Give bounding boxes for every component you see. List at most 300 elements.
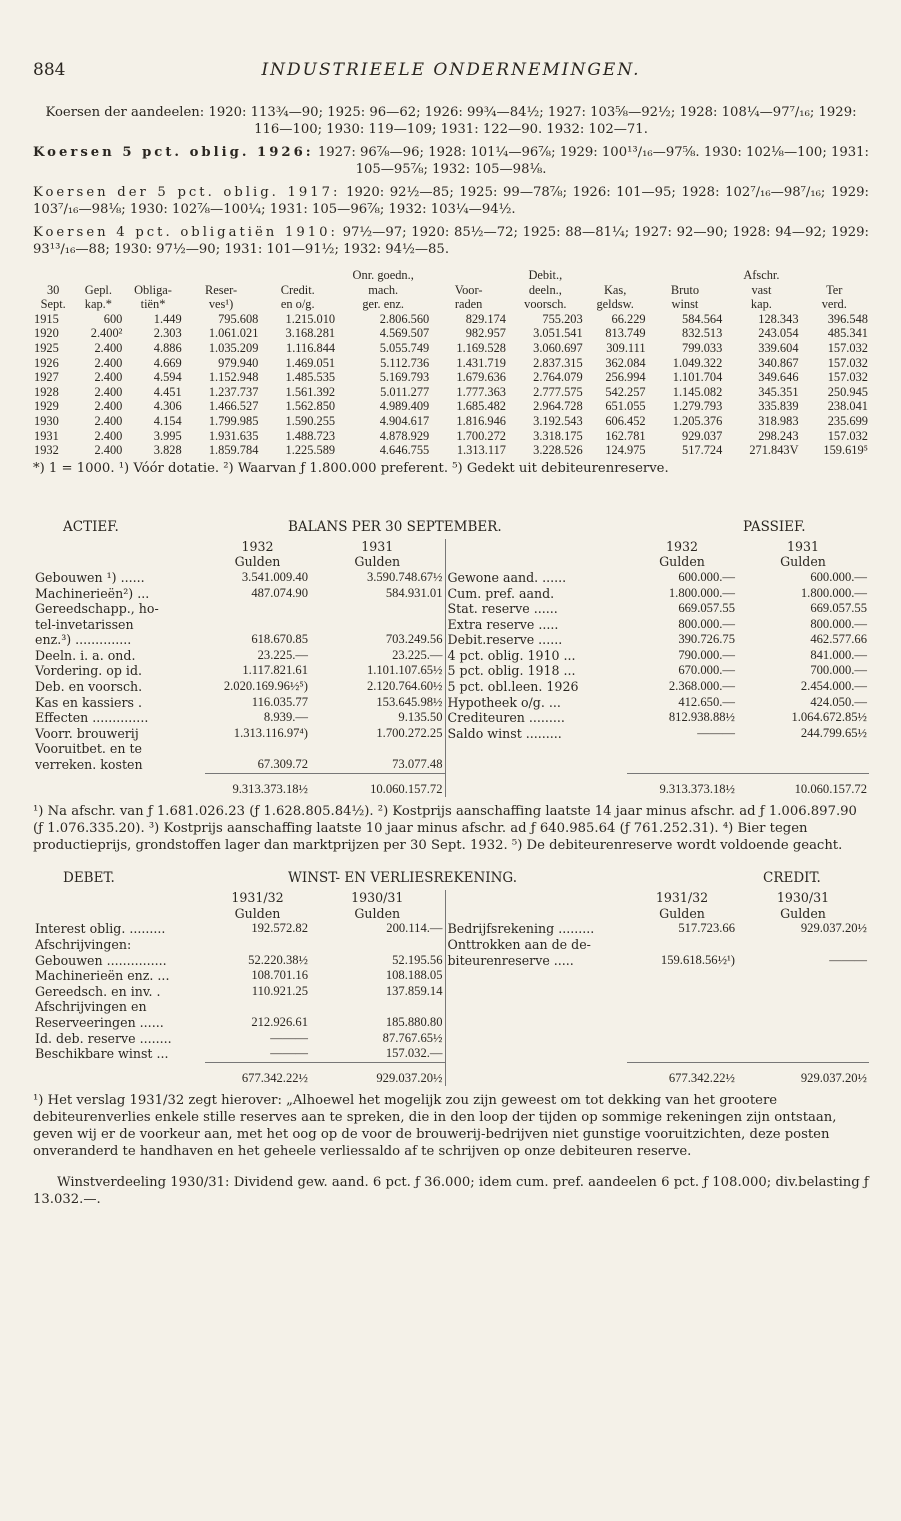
account-value bbox=[627, 1031, 737, 1047]
page-header bbox=[33, 52, 869, 92]
account-label bbox=[445, 1046, 627, 1062]
account-value bbox=[737, 937, 869, 953]
table-cell: 1.237.737 bbox=[208, 384, 259, 399]
account-label: Cum. pref. aand. bbox=[445, 586, 627, 602]
table-row bbox=[33, 385, 869, 400]
stats-header-cell bbox=[800, 268, 869, 283]
table-cell: 1.431.719 bbox=[456, 355, 506, 370]
table-cell: 4.451 bbox=[153, 384, 182, 399]
stats-header-cell: Afschr. bbox=[743, 268, 780, 282]
account-value: 23.225.— bbox=[392, 647, 443, 662]
account-value: 600.000.— bbox=[678, 569, 735, 584]
table-cell: 1.799.985 bbox=[208, 413, 259, 428]
account-value bbox=[310, 601, 445, 617]
account-row bbox=[33, 663, 869, 679]
price-text: 1920: 92½—85; 1925: 99—78⅞; 1926: 101—95; 1928: 102⁷/₁₆—98⁷/₁₆; 1929: 103⁷/₁₆—98⅛; 1930: 102⅞—100¼; 1931: 105—96⅞; 1932: 103¼—94½. bbox=[33, 185, 869, 217]
year-label: 1931 bbox=[786, 538, 820, 554]
account-label: Gebouwen ............... bbox=[35, 952, 167, 968]
price-paragraph-shares bbox=[33, 104, 869, 138]
share-prices-section bbox=[33, 104, 869, 258]
table-cell: 755.203 bbox=[542, 311, 583, 326]
table-cell: 1926 bbox=[34, 355, 59, 370]
table-row bbox=[33, 326, 869, 341]
table-cell: 2.400² bbox=[90, 326, 123, 341]
account-label: Afschrijvingen en bbox=[35, 999, 147, 1015]
account-value: 584.931.01 bbox=[385, 585, 443, 600]
stats-header-cell bbox=[430, 268, 507, 283]
table-cell: 1.152.948 bbox=[208, 370, 259, 385]
account-label: Effecten .............. bbox=[35, 710, 149, 726]
account-value bbox=[205, 937, 310, 953]
table-cell: 2.400 bbox=[94, 399, 123, 414]
account-value: 929.037.20½ bbox=[800, 921, 867, 936]
total-value: 9.313.373.18½ bbox=[205, 773, 310, 797]
account-value: 517.723.66 bbox=[678, 921, 735, 936]
account-value: 424.050.— bbox=[810, 694, 867, 709]
price-lead: Koersen 5 pct. oblig. 1926: bbox=[33, 145, 314, 160]
table-cell: 1915 bbox=[34, 311, 59, 326]
price-text: 97½—97; 1920: 85½—72; 1925: 88—81¼; 1927: 92—90; 1928: 94—92; 1929: 93¹³/₁₆—88; 1930: 97½—90; 1931: 101—91½; 1932: 94½—85. bbox=[33, 225, 869, 257]
account-value: 73.077.48 bbox=[392, 757, 443, 772]
unit-header-row bbox=[33, 906, 869, 922]
balance-right-title: PASSIEF. bbox=[743, 518, 806, 535]
table-cell: 4.989.409 bbox=[379, 399, 430, 414]
table-cell: 1.449 bbox=[153, 311, 182, 326]
table-cell: 4.886 bbox=[153, 340, 182, 355]
price-paragraph-bond-1917 bbox=[33, 184, 869, 218]
table-cell: 4.154 bbox=[153, 413, 182, 428]
account-value: 1.101.107.65½ bbox=[366, 663, 443, 678]
pl-right-title: CREDIT. bbox=[763, 870, 821, 887]
table-cell: 349.646 bbox=[758, 370, 799, 385]
pl-footnote: ¹) Het verslag 1931/32 zegt hierover: „Alhoewel het mogelijk zou zijn geweest om tot dekking van het grootere debiteurenverlies enkele stille reserves aan te spreken, die in den loop der tijden op sommige rekeningen zijn ontstaan, geven wij er de voorkeur aan, met het oog op de voor de brouwerij-bedrijven niet gunstige vooruitzichten, deze posten onveranderd te handhaven en het geheele verliessaldo af te schrijven op onze debiteuren reserve. bbox=[33, 1093, 837, 1160]
table-cell: 1.035.209 bbox=[208, 340, 259, 355]
account-value: 244.799.65½ bbox=[800, 725, 867, 740]
table-cell: 1.488.723 bbox=[285, 428, 336, 443]
table-cell: 1.145.082 bbox=[672, 384, 723, 399]
table-cell: 4.569.507 bbox=[379, 326, 430, 341]
price-lead: Koersen der 5 pct. oblig. 1917: bbox=[33, 185, 341, 200]
account-value: 800.000.— bbox=[810, 616, 867, 631]
table-cell: 340.867 bbox=[758, 355, 799, 370]
account-value: 52.195.56 bbox=[392, 952, 443, 967]
account-value bbox=[205, 999, 310, 1015]
price-lead: Koersen 4 pct. obligatiën 1910: bbox=[33, 225, 338, 240]
table-cell: 1.225.589 bbox=[285, 443, 336, 458]
account-label: Crediteuren ......... bbox=[445, 710, 627, 726]
stats-header-cell: Credit. bbox=[280, 282, 315, 297]
account-label: Deeln. i. a. ond. bbox=[35, 647, 136, 663]
table-cell: 339.604 bbox=[758, 340, 799, 355]
stats-header-cell: 30 bbox=[46, 282, 60, 297]
stats-header-row bbox=[33, 268, 869, 283]
table-cell: 2.400 bbox=[94, 370, 123, 385]
account-label bbox=[445, 968, 627, 984]
table-cell: 66.229 bbox=[611, 311, 646, 326]
profit-loss-table bbox=[33, 890, 869, 1086]
table-cell: 298.243 bbox=[758, 428, 799, 443]
account-value: 110.921.25 bbox=[251, 983, 308, 998]
stats-footnote: *) 1 = 1000. ¹) Vóór dotatie. ²) Waarvan ƒ 1.800.000 preferent. ⁵) Gedekt uit debiteurenreserve. bbox=[33, 460, 669, 476]
stats-header-cell: ger. enz. bbox=[362, 297, 404, 312]
stats-header-cell bbox=[123, 268, 182, 283]
table-cell: 832.513 bbox=[682, 326, 723, 341]
page bbox=[33, 52, 869, 1208]
table-cell: 2.777.575 bbox=[533, 384, 583, 399]
account-label: Kas en kassiers . bbox=[35, 694, 142, 710]
table-cell: 3.228.526 bbox=[533, 443, 583, 458]
totals-row bbox=[33, 773, 869, 797]
stats-header-cell bbox=[33, 268, 73, 283]
table-cell: 3.318.175 bbox=[533, 428, 583, 443]
account-value: 390.726.75 bbox=[678, 632, 735, 647]
account-label bbox=[445, 1015, 627, 1031]
account-label bbox=[445, 757, 627, 773]
table-cell: 1.816.946 bbox=[456, 413, 506, 428]
account-value: ——— bbox=[270, 1046, 308, 1061]
table-cell: 256.994 bbox=[605, 370, 646, 385]
table-cell: 1.169.528 bbox=[456, 340, 506, 355]
unit-label: Gulden bbox=[234, 905, 281, 921]
table-cell: 979.940 bbox=[218, 355, 259, 370]
table-cell: 250.945 bbox=[827, 384, 868, 399]
account-row bbox=[33, 921, 869, 937]
table-cell: 4.904.617 bbox=[379, 413, 430, 428]
table-cell: 1928 bbox=[34, 384, 59, 399]
account-value: 159.618.56½¹) bbox=[660, 952, 735, 967]
year-label: 1932 bbox=[665, 538, 699, 554]
year-label: 1930/31 bbox=[776, 890, 830, 906]
unit-label: Gulden bbox=[234, 554, 281, 570]
table-cell: 235.699 bbox=[827, 413, 868, 428]
account-row bbox=[33, 741, 869, 757]
table-cell: 1.685.482 bbox=[456, 399, 506, 414]
table-cell: 1.679.636 bbox=[456, 370, 506, 385]
table-cell: 318.983 bbox=[758, 413, 799, 428]
table-cell: 243.054 bbox=[758, 326, 799, 341]
account-value: 1.800.000.— bbox=[800, 585, 867, 600]
account-value: ——— bbox=[270, 1030, 308, 1045]
table-cell: 2.400 bbox=[94, 340, 123, 355]
account-row bbox=[33, 984, 869, 1000]
table-cell: 1.215.010 bbox=[285, 311, 336, 326]
account-label: Id. deb. reserve ........ bbox=[35, 1030, 172, 1046]
stats-header-cell: geldsw. bbox=[596, 297, 634, 312]
account-label bbox=[445, 984, 627, 1000]
table-row bbox=[33, 399, 869, 414]
table-cell: 982.957 bbox=[465, 326, 506, 341]
account-value: 157.032.— bbox=[385, 1046, 443, 1061]
account-value bbox=[205, 617, 310, 633]
account-label bbox=[445, 999, 627, 1015]
table-cell: 1.466.527 bbox=[208, 399, 259, 414]
account-label: Machinerieën²) ... bbox=[35, 585, 150, 601]
account-value: 1.117.821.61 bbox=[242, 663, 308, 678]
account-value bbox=[205, 601, 310, 617]
account-value bbox=[627, 741, 737, 757]
account-value bbox=[737, 1046, 869, 1062]
account-value bbox=[737, 1015, 869, 1031]
year-label: 1931/32 bbox=[655, 890, 709, 906]
table-cell: 5.112.736 bbox=[380, 355, 430, 370]
table-cell: 4.594 bbox=[153, 370, 182, 385]
account-value bbox=[310, 999, 445, 1015]
table-row bbox=[33, 356, 869, 371]
table-cell: 124.975 bbox=[605, 443, 646, 458]
unit-label: Gulden bbox=[354, 554, 401, 570]
table-cell: 1.205.376 bbox=[672, 413, 723, 428]
account-label: Stat. reserve ...... bbox=[445, 601, 627, 617]
account-value: 790.000.— bbox=[678, 647, 735, 662]
stats-header-cell: voorsch. bbox=[524, 297, 567, 312]
account-value: 1.313.116.97⁴) bbox=[233, 725, 308, 740]
table-cell: 4.306 bbox=[153, 399, 182, 414]
account-value: 669.057.55 bbox=[810, 601, 867, 616]
stats-header-cell: tiën* bbox=[140, 297, 166, 312]
table-cell: 159.619⁵ bbox=[823, 443, 868, 458]
total-value: 677.342.22½ bbox=[627, 1062, 737, 1086]
account-value: 703.249.56 bbox=[385, 632, 443, 647]
account-value bbox=[627, 1015, 737, 1031]
table-cell: 2.303 bbox=[153, 326, 182, 341]
account-value: 812.938.88½ bbox=[668, 710, 735, 725]
table-cell: 813.749 bbox=[605, 326, 646, 341]
account-label: Debit.reserve ...... bbox=[445, 632, 627, 648]
account-row bbox=[33, 570, 869, 586]
account-label: Machinerieën enz. ... bbox=[35, 968, 170, 984]
unit-label: Gulden bbox=[659, 905, 705, 921]
account-value: 618.670.85 bbox=[251, 632, 308, 647]
stats-header-cell: Onr. goedn., bbox=[352, 268, 414, 282]
table-cell: 157.032 bbox=[827, 355, 868, 370]
stats-header-cell bbox=[584, 268, 647, 283]
account-value: 2.020.169.96½⁵) bbox=[223, 679, 308, 694]
account-label: Vordering. op id. bbox=[35, 663, 143, 679]
total-value: 10.060.157.72 bbox=[310, 773, 445, 797]
table-cell: 3.168.281 bbox=[285, 326, 336, 341]
table-cell: 3.051.541 bbox=[533, 326, 583, 341]
table-cell: 335.839 bbox=[758, 399, 799, 414]
profit-distribution: Winstverdeeling 1930/31: Dividend gew. aand. 6 pct. ƒ 36.000; idem cum. pref. aandeelen 6 pct. ƒ 108.000; div.belasting ƒ 13.032.—. bbox=[33, 1175, 869, 1208]
table-cell: 1.279.793 bbox=[672, 399, 723, 414]
table-cell: 1.313.117 bbox=[456, 443, 506, 458]
account-label: Reserveeringen ...... bbox=[35, 1014, 164, 1030]
table-cell: 309.111 bbox=[606, 340, 646, 355]
table-cell: 345.351 bbox=[758, 384, 799, 399]
table-cell: 3.192.543 bbox=[533, 413, 583, 428]
account-row bbox=[33, 953, 869, 969]
account-value bbox=[627, 984, 737, 1000]
account-label: Hypotheek o/g. ... bbox=[445, 695, 627, 711]
stats-header-cell: ves¹) bbox=[208, 297, 234, 312]
table-cell: 1.562.850 bbox=[285, 399, 336, 414]
table-cell: 1930 bbox=[34, 413, 59, 428]
stats-header-cell: kap.* bbox=[84, 297, 112, 312]
account-label: biteurenreserve ..... bbox=[445, 953, 627, 969]
table-cell: 517.724 bbox=[682, 443, 723, 458]
account-label: Gebouwen ¹) ...... bbox=[35, 569, 145, 585]
table-cell: 238.041 bbox=[827, 399, 868, 414]
account-row bbox=[33, 710, 869, 726]
stats-header-cell: en o/g. bbox=[280, 297, 315, 312]
account-row bbox=[33, 757, 869, 773]
table-row bbox=[33, 443, 869, 458]
balance-heading bbox=[33, 517, 869, 539]
stats-header-cell bbox=[183, 268, 260, 283]
year-label: 1932 bbox=[241, 538, 274, 554]
account-value: 192.572.82 bbox=[251, 921, 308, 936]
stats-header-cell: Reser- bbox=[204, 282, 238, 297]
account-label: tel-invetarissen bbox=[35, 616, 134, 632]
year-header-row bbox=[33, 539, 869, 555]
unit-label: Gulden bbox=[659, 554, 705, 570]
price-text: 1920: 113¾—90; 1925: 96—62; 1926: 99¾—84½; 1927: 103⅝—92½; 1928: 108¼—97⁷/₁₆; 1929: 116—100; 1930: 119—109; 1931: 122—90. 1932: 102—71. bbox=[208, 105, 857, 137]
stats-header-cell: deeln., bbox=[528, 282, 562, 297]
account-value: 669.057.55 bbox=[678, 601, 735, 616]
table-cell: 1927 bbox=[34, 370, 59, 385]
account-value: 1.800.000.— bbox=[668, 585, 735, 600]
table-cell: 795.608 bbox=[218, 311, 259, 326]
stats-header-row bbox=[33, 283, 869, 298]
account-value bbox=[627, 937, 737, 953]
account-value: 8.939.— bbox=[263, 710, 308, 725]
stats-header-cell: Bruto bbox=[670, 282, 700, 297]
table-cell: 929.037 bbox=[682, 428, 723, 443]
account-value: ——— bbox=[829, 952, 867, 967]
account-value: 462.577.66 bbox=[810, 632, 867, 647]
account-value: 700.000.— bbox=[810, 663, 867, 678]
table-cell: 1.049.322 bbox=[672, 355, 723, 370]
account-label: Gereedsch. en inv. . bbox=[35, 983, 161, 999]
table-cell: 1.061.021 bbox=[208, 326, 259, 341]
account-value: 200.114.— bbox=[386, 921, 443, 936]
year-label: 1931/32 bbox=[231, 890, 284, 906]
account-label: Gereedschapp., ho- bbox=[35, 601, 159, 617]
account-row bbox=[33, 679, 869, 695]
price-paragraph-bond-1910 bbox=[33, 224, 869, 258]
table-cell: 1.485.535 bbox=[285, 370, 336, 385]
unit-label: Gulden bbox=[354, 905, 401, 921]
table-row bbox=[33, 429, 869, 444]
account-row bbox=[33, 632, 869, 648]
account-value bbox=[737, 968, 869, 984]
account-value: 1.064.672.85½ bbox=[791, 710, 867, 725]
account-label: Bedrijfsrekening ......... bbox=[445, 921, 627, 937]
table-cell: 2.400 bbox=[94, 443, 123, 458]
account-value: 2.368.000.— bbox=[668, 679, 735, 694]
stats-header-cell: mach. bbox=[368, 282, 399, 297]
stats-header-cell: winst bbox=[671, 297, 699, 312]
table-cell: 162.781 bbox=[605, 428, 646, 443]
account-value bbox=[627, 968, 737, 984]
account-value: 67.309.72 bbox=[257, 757, 308, 772]
balance-footnote: ¹) Na afschr. van ƒ 1.681.026.23 (ƒ 1.628.805.84½). ²) Kostprijs aanschaffing laatste 14 jaar minus afschr. ad ƒ 1.006.897.90 (ƒ 1.076.335.20). ³) Kostprijs aanschaffing laatste 10 jaar minus afschr. ad ƒ 640.985.64 (ƒ 761.252.31). ⁴) Bier tegen productieprijs, grondstoffen lager dan marktprijzen per 30 Sept. 1932. ⁵) De debiteurenreserve wordt voldoende geacht. bbox=[33, 804, 857, 854]
account-value bbox=[310, 741, 445, 757]
account-row bbox=[33, 726, 869, 742]
table-cell: 271.843V bbox=[749, 443, 799, 458]
balance-center-title: BALANS PER 30 SEPTEMBER. bbox=[288, 518, 502, 535]
stats-header-cell: Kas, bbox=[603, 282, 627, 297]
account-value: 108.188.05 bbox=[385, 968, 443, 983]
table-cell: 2.400 bbox=[94, 428, 123, 443]
unit-header-row bbox=[33, 554, 869, 570]
account-value: 412.650.— bbox=[678, 694, 735, 709]
account-value: 670.000.— bbox=[678, 663, 735, 678]
table-cell: 1.777.363 bbox=[456, 384, 506, 399]
table-cell: 606.452 bbox=[605, 413, 646, 428]
account-value bbox=[627, 1046, 737, 1062]
stats-header-cell: verd. bbox=[821, 297, 847, 312]
price-paragraph-bond-1926 bbox=[33, 144, 869, 178]
account-row bbox=[33, 648, 869, 664]
account-value: 800.000.— bbox=[678, 616, 735, 631]
price-text: 1927: 96⅞—96; 1928: 101¼—96⅞; 1929: 100¹³/₁₆—97⅝. 1930: 102⅛—100; 1931: 105—95⅞; 1932: 105—98⅛. bbox=[317, 145, 869, 177]
totals-row bbox=[33, 1062, 869, 1086]
stats-header-cell: Obliga- bbox=[134, 282, 172, 297]
table-cell: 1929 bbox=[34, 399, 59, 414]
table-cell: 1931 bbox=[34, 428, 59, 443]
account-label: 5 pct. obl.leen. 1926 bbox=[445, 679, 627, 695]
statistics-table bbox=[33, 268, 869, 458]
total-value: 9.313.373.18½ bbox=[627, 773, 737, 797]
table-cell: 1932 bbox=[34, 443, 59, 458]
account-row bbox=[33, 617, 869, 633]
table-cell: 1.859.784 bbox=[208, 443, 259, 458]
table-cell: 2.764.079 bbox=[533, 370, 583, 385]
account-value bbox=[205, 741, 310, 757]
account-value: 600.000.— bbox=[810, 569, 867, 584]
stats-header-cell: Gepl. bbox=[84, 282, 112, 297]
account-row bbox=[33, 1046, 869, 1062]
account-value: 116.035.77 bbox=[251, 694, 308, 709]
table-cell: 157.032 bbox=[827, 428, 868, 443]
account-label: Afschrijvingen: bbox=[35, 937, 132, 952]
account-value bbox=[627, 757, 737, 773]
account-label: Vooruitbet. en te bbox=[35, 741, 142, 757]
stats-header-cell bbox=[647, 268, 724, 283]
account-value bbox=[310, 937, 445, 953]
table-cell: 2.400 bbox=[94, 384, 123, 399]
table-cell: 1.931.635 bbox=[208, 428, 259, 443]
table-cell: 5.055.749 bbox=[379, 340, 430, 355]
account-label: Beschikbare winst ... bbox=[35, 1046, 169, 1062]
total-value: 929.037.20½ bbox=[310, 1062, 445, 1086]
table-cell: 829.174 bbox=[465, 311, 506, 326]
account-value: 87.767.65½ bbox=[382, 1030, 443, 1045]
table-cell: 157.032 bbox=[827, 370, 868, 385]
table-row bbox=[33, 312, 869, 327]
account-value: 9.135.50 bbox=[398, 710, 443, 725]
account-value: 487.074.90 bbox=[251, 585, 308, 600]
table-cell: 157.032 bbox=[827, 340, 868, 355]
account-value: 108.701.16 bbox=[251, 968, 308, 983]
stats-header-cell: raden bbox=[454, 297, 483, 312]
table-cell: 542.257 bbox=[605, 384, 646, 399]
account-value bbox=[737, 1031, 869, 1047]
table-cell: 4.878.929 bbox=[379, 428, 430, 443]
table-cell: 1.700.272 bbox=[456, 428, 506, 443]
account-label: Extra reserve ..... bbox=[445, 617, 627, 633]
account-value: 2.454.000.— bbox=[800, 679, 867, 694]
table-cell: 1.116.844 bbox=[286, 340, 336, 355]
account-value: 3.590.748.67½ bbox=[366, 569, 443, 584]
table-cell: 2.964.728 bbox=[533, 399, 583, 414]
stats-header-cell: Debit., bbox=[528, 268, 563, 282]
running-title: INDUSTRIEELE ONDERNEMINGEN. bbox=[261, 60, 641, 80]
year-header-row bbox=[33, 890, 869, 906]
account-value bbox=[737, 999, 869, 1015]
balance-table bbox=[33, 539, 869, 798]
